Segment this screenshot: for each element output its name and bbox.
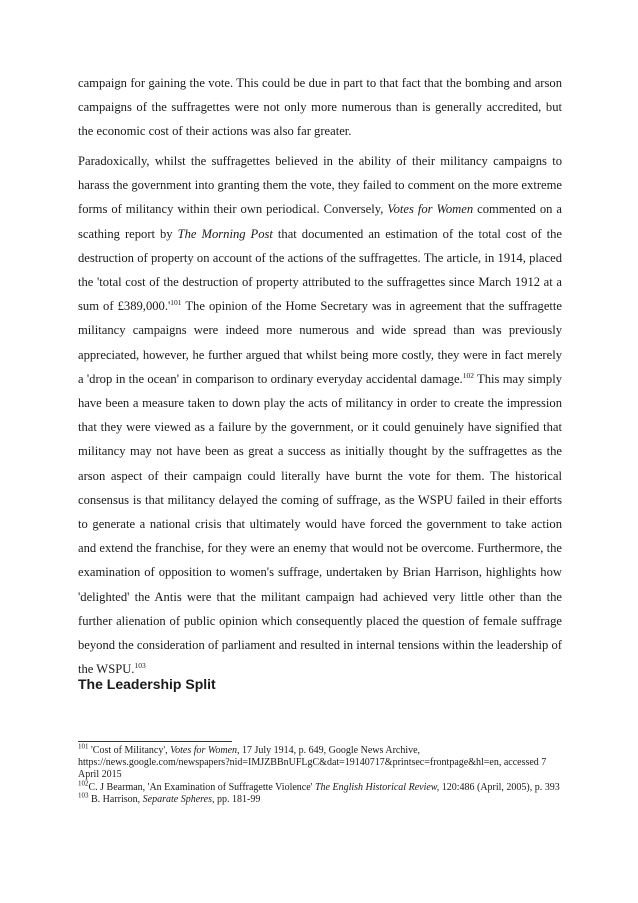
footnote-ref-103[interactable]: 103 bbox=[134, 661, 146, 671]
footnote-italic: Separate Spheres bbox=[142, 793, 213, 805]
footnote-number: 103 bbox=[78, 791, 89, 800]
footnote-ref-102[interactable]: 102 bbox=[462, 370, 474, 380]
footnote-text: 120:486 (April, 2005), p. 393 bbox=[439, 781, 560, 793]
footnote-text: 'Cost of Militancy', bbox=[88, 745, 171, 756]
footnote-101 bbox=[78, 742, 562, 782]
footnote-text: C. J Bearman, 'An Examination of Suffragette Violence' bbox=[88, 781, 315, 793]
periodical-title: Votes for Women bbox=[387, 202, 474, 217]
footnote-italic: The English Historical Review, bbox=[314, 781, 440, 793]
footnote-text: B. Harrison, bbox=[88, 793, 143, 805]
footnote-ref-101[interactable]: 101 bbox=[170, 298, 182, 308]
paragraph-text: that documented an estimation of the total cost of the destruction of property on account of the actions of the suffragettes. The article, in 1914, placed the 'total cost of the destruction of property attributed to the suffragettes since March 1912 at a sum of £389,000.' bbox=[78, 226, 563, 314]
footnote-103 bbox=[78, 791, 562, 806]
paragraph-text: Paradoxically, whilst the suffragettes believed in the ability of their militancy campaigns to harass the government into granting them the vote, they failed to comment on the more extreme forms of militancy within their own periodical. Conversely, bbox=[78, 154, 562, 217]
footnotes bbox=[78, 742, 562, 806]
footnote-number: 101 bbox=[78, 742, 89, 751]
footnote-text: , 17 July 1914, p. 649, Google News Archive, https://news.google.com/newspapers?nid=IMJZBBnUFLgC&dat=19140717&printsec=frontpage&hl=en, accessed 7 April 2015 bbox=[78, 745, 547, 781]
newspaper-title: The Morning Post bbox=[177, 226, 273, 241]
paragraph-1 bbox=[78, 71, 562, 144]
paragraph-2 bbox=[78, 149, 562, 681]
footnote-text: , pp. 181-99 bbox=[212, 793, 261, 805]
footnote-italic: Votes for Women bbox=[170, 745, 238, 756]
footnote-102 bbox=[78, 779, 562, 794]
paragraph-text: The opinion of the Home Secretary was in agreement that the suffragette militancy campaigns were indeed more numerous and wide spread than was previously appreciated, however, he further argued that whilst being more costly, they were in fact merely a 'drop in the ocean' in comparison to ordinary everyday accidental damage. bbox=[78, 299, 562, 386]
footnote-number: 102 bbox=[78, 779, 89, 788]
paragraph-text: This may simply have been a measure taken to down play the acts of militancy in order to create the impression that they were viewed as a failure by the government, or it could genuinely have signified that militancy may not have been as great a success as initially thought by the suffragettes as the arson aspect of their campaign could literally have burnt the vote for them. The historical consensus is that militancy delayed the coming of suffrage, as the WSPU failed in their efforts to generate a national crisis that ultimately would have forced the government to take action and extend the franchise, for they were an enemy that would not be overcome. Furthermore, the examination of opposition to women's suffrage, undertaken by Brian Harrison, highlights how 'delighted' the Antis were that the militant campaign had achieved very little other than the further alienation of public opinion which consequently placed the question of female suffrage beyond the consideration of parliament and resulted in internal tensions within the leadership of the WSPU. bbox=[78, 371, 563, 677]
paragraph-text: campaign for gaining the vote. This could be due in part to that fact that the bombing and arson campaigns of the suffragettes were not only more numerous than is generally accredited, but the economic cost of their actions was also far greater. bbox=[78, 76, 562, 139]
paragraph-text: commented on a scathing report by bbox=[78, 202, 562, 241]
footnote-divider bbox=[78, 741, 232, 742]
section-heading: The Leadership Split bbox=[78, 676, 216, 692]
